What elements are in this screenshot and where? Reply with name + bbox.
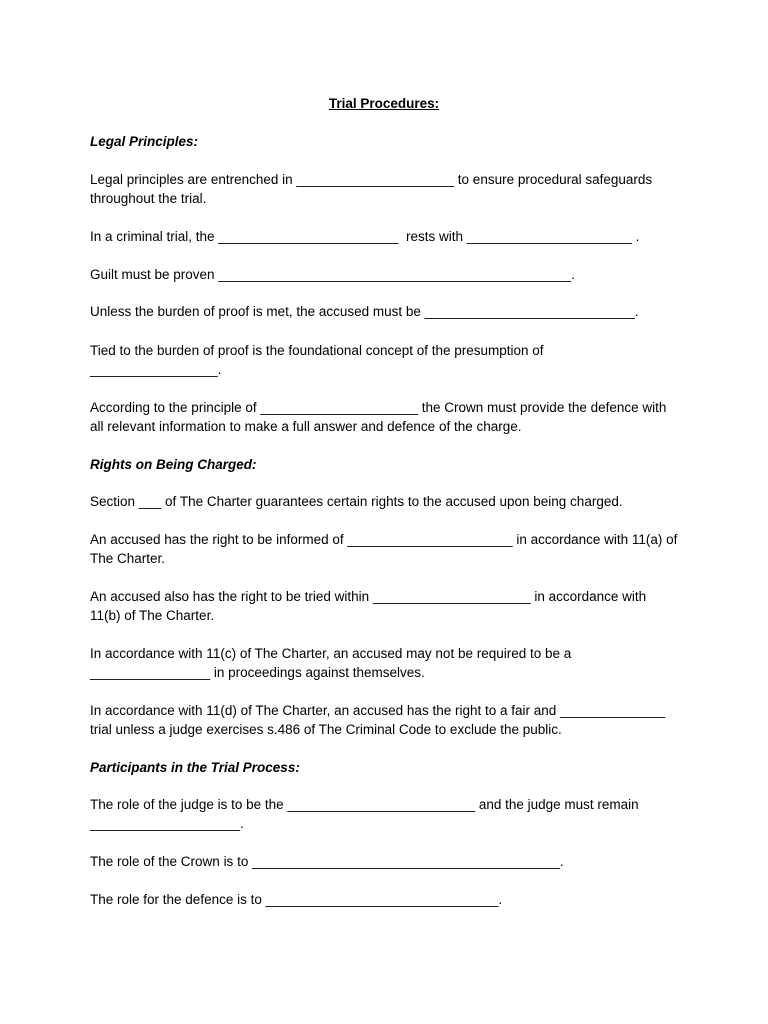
paragraph: An accused also has the right to be tried within _____________________ in accordance with 11(b) of The Charter. xyxy=(90,589,647,623)
paragraph: Tied to the burden of proof is the foundational concept of the presumption of _________________. xyxy=(90,343,544,377)
paragraph: The role for the defence is to _______________________________. xyxy=(90,892,503,907)
paragraph: In accordance with 11(c) of The Charter, an accused may not be required to be a ________________ in proceedings against themselves. xyxy=(90,646,572,680)
paragraph: Guilt must be proven _______________________________________________. xyxy=(90,267,575,282)
paragraph: In accordance with 11(d) of The Charter, an accused has the right to a fair and ______________ trial unless a judge exercises s.486 of The Criminal Code to exclude the public. xyxy=(90,703,666,737)
paragraph: In a criminal trial, the ________________________ rests with ______________________ . xyxy=(90,229,640,244)
paragraph: Unless the burden of proof is met, the accused must be ____________________________. xyxy=(90,304,639,319)
paragraph: According to the principle of _____________________ the Crown must provide the defence with all relevant information to make a full answer and defence of the charge. xyxy=(90,400,667,434)
paragraph: Section ___ of The Charter guarantees certain rights to the accused upon being charged. xyxy=(90,494,623,509)
paragraph: The role of the judge is to be the _________________________ and the judge must remain ____________________. xyxy=(90,797,639,831)
section-heading-participants: Participants in the Trial Process: xyxy=(90,760,300,775)
paragraph: An accused has the right to be informed of ______________________ in accordance with 11(a) of The Charter. xyxy=(90,532,678,566)
page-title: Trial Procedures: xyxy=(328,96,440,111)
section-heading-legal-principles: Legal Principles: xyxy=(90,134,199,149)
paragraph: Legal principles are entrenched in _____________________ to ensure procedural safeguards throughout the trial. xyxy=(90,172,653,206)
paragraph: The role of the Crown is to _________________________________________. xyxy=(90,854,564,869)
section-heading-rights-on-being-charged: Rights on Being Charged: xyxy=(90,457,257,472)
